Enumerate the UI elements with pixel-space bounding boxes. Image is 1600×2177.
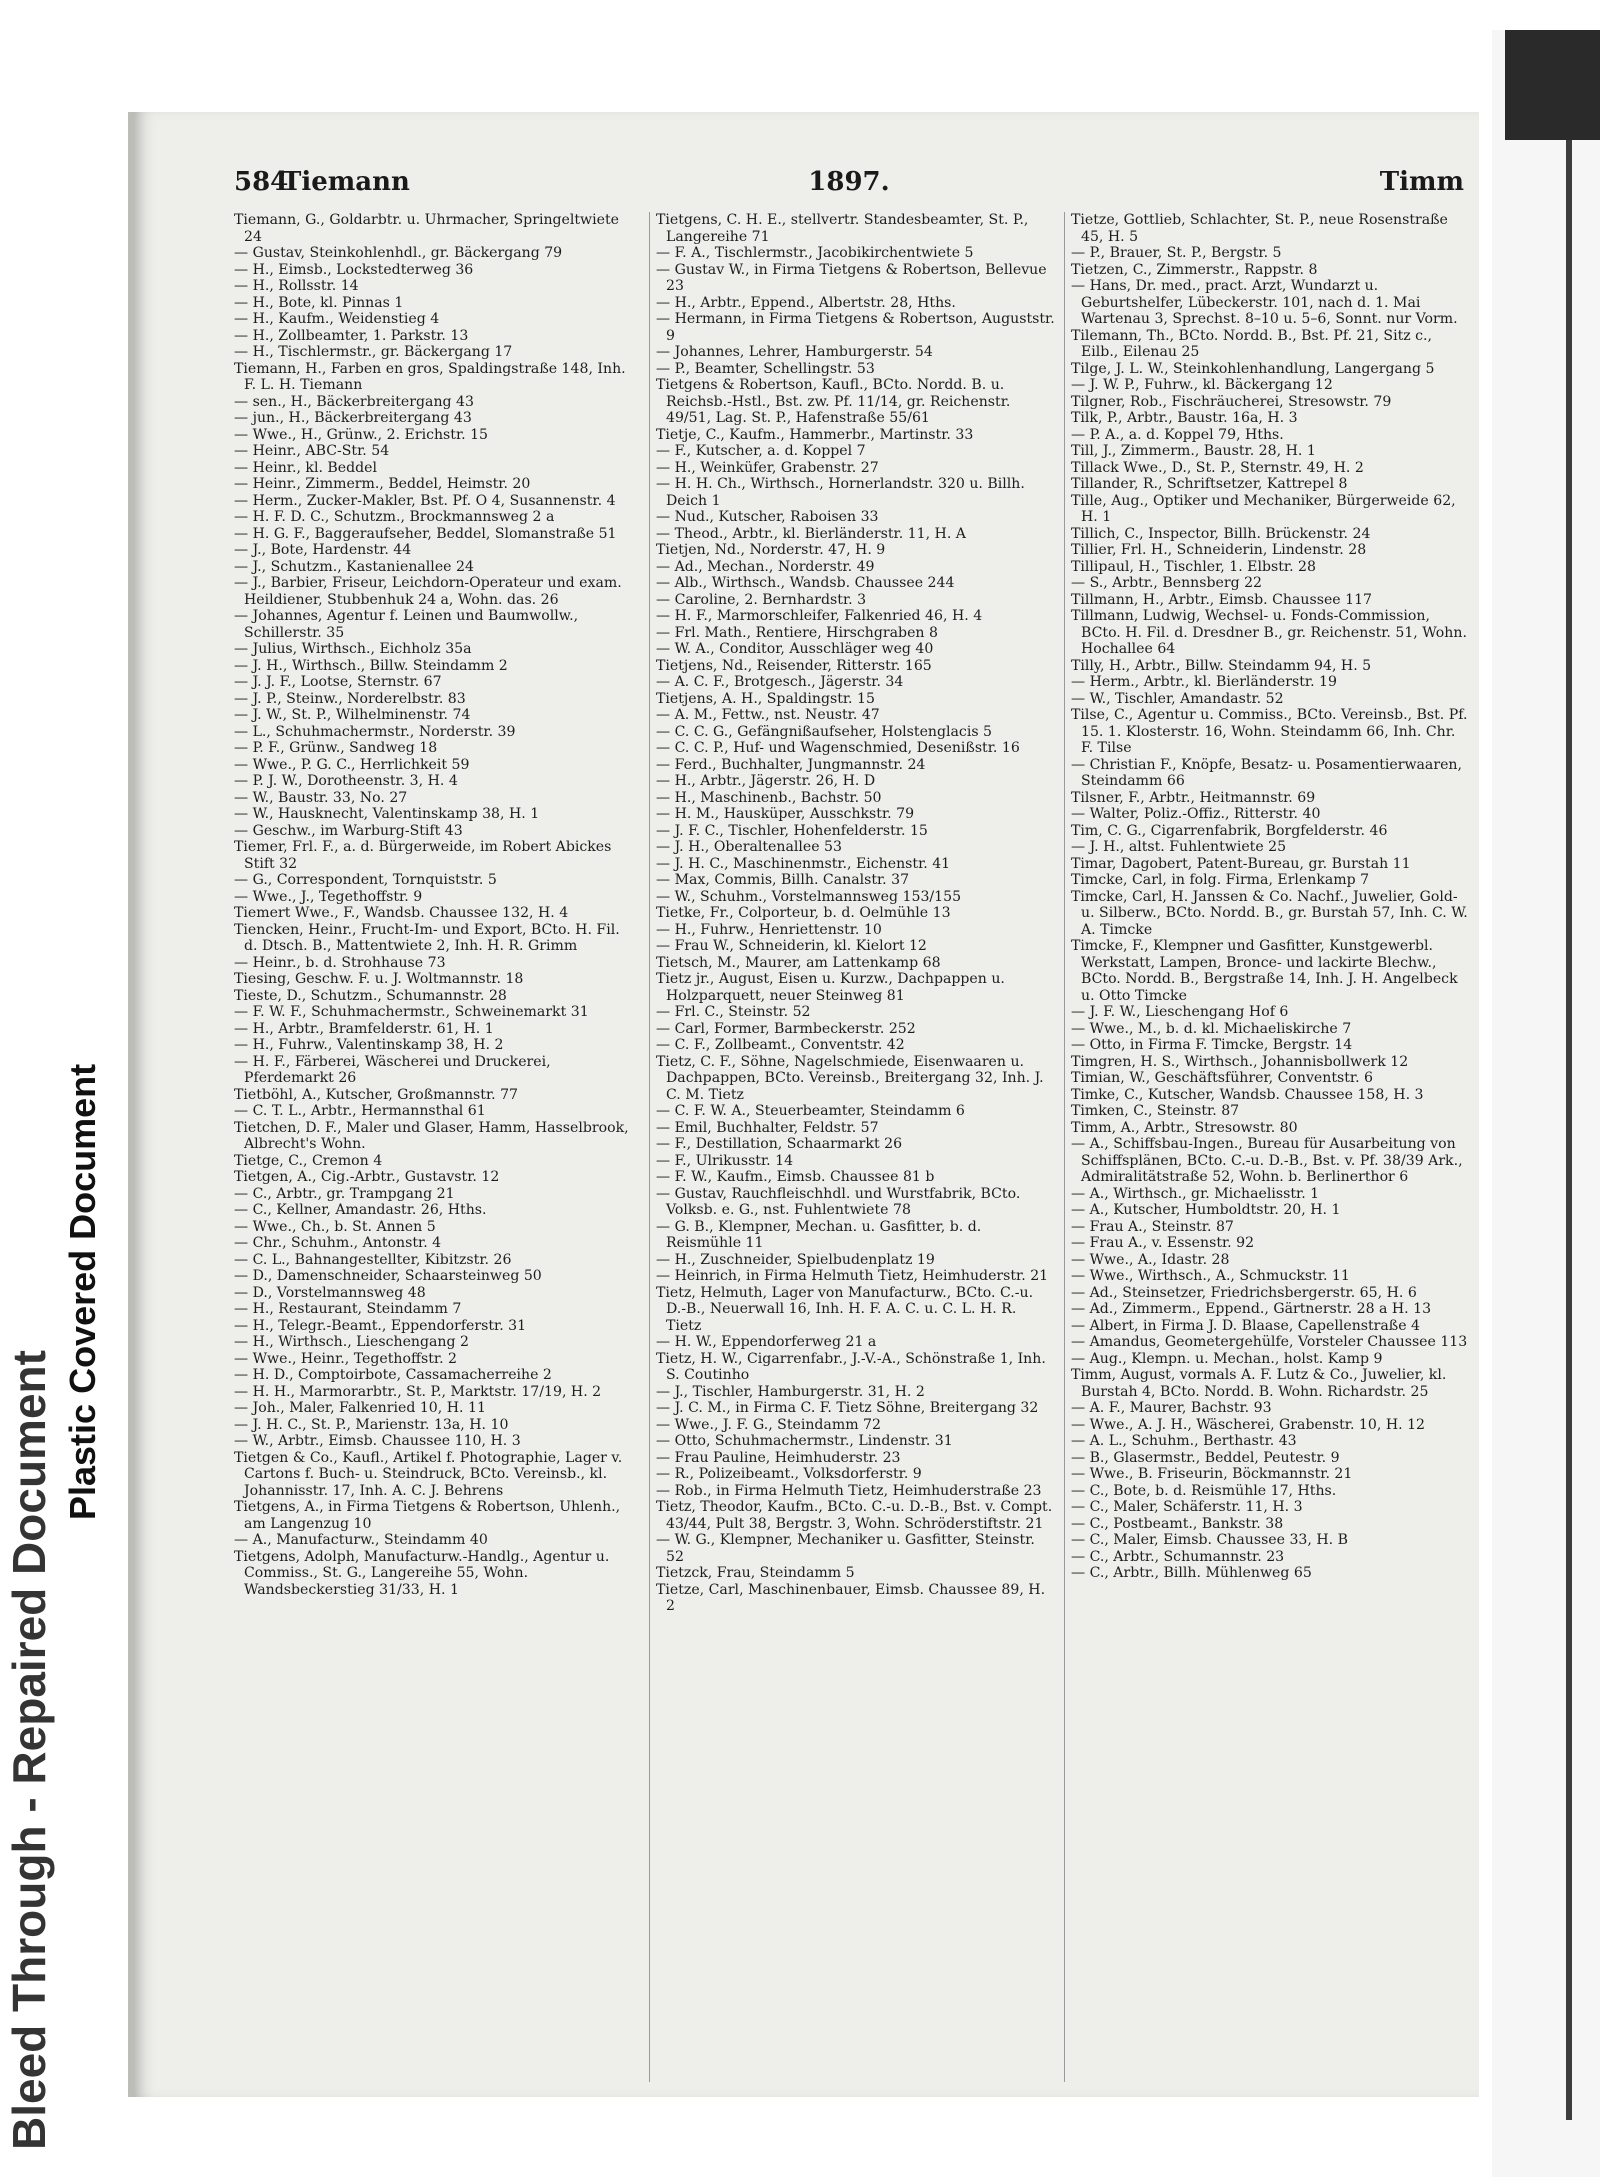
directory-entry: — Carl, Former, Barmbeckerstr. 252	[656, 1020, 916, 1037]
year-heading: 1897.	[808, 167, 890, 197]
directory-entry: — Ad., Zimmerm., Eppend., Gärtnerstr. 28 a H. 13	[1071, 1301, 1432, 1317]
directory-entry: — H., Eimsb., Lockstedterweg 36	[234, 261, 474, 278]
directory-entry: Tillier, Frl. H., Schneiderin, Lindenstr. 28	[1071, 542, 1367, 558]
directory-entry: — W. G., Klempner, Mechaniker u. Gasfitter, Steinstr. 52	[656, 1532, 1035, 1565]
directory-entry: Tiencken, Heinr., Frucht-Im- und Export, BCto. H. Fil. d. Dtsch. B., Mattentwiete 2, Inh. H. R. Grimm	[234, 921, 620, 954]
directory-entry: — J. C. M., in Firma C. F. Tietz Söhne, Breitergang 32	[656, 1400, 1039, 1416]
directory-entry: — A. L., Schuhm., Berthastr. 43	[1071, 1433, 1297, 1449]
directory-entry: — Heinr., Zimmerm., Beddel, Heimstr. 20	[234, 476, 531, 492]
directory-entry: — Gustav, Rauchfleischhdl. und Wurstfabrik, BCto. Volksb. e. G., nst. Fuhlentwiete 78	[656, 1185, 1021, 1218]
directory-entry: — J. H. C., Maschinenmstr., Eichenstr. 41	[656, 855, 951, 872]
directory-entry: Timcke, Carl, H. Janssen & Co. Nachf., Juwelier, Gold- u. Silberw., BCto. Nordd. B., gr. Burstah 57, Inh. C. W. A. Timcke	[1071, 888, 1468, 938]
directory-entry: Timgren, H. S., Wirthsch., Johannisbollwerk 12	[1071, 1053, 1409, 1070]
directory-entry: — H. H., Marmorarbtr., St. P., Marktstr. 17/19, H. 2	[234, 1383, 602, 1400]
directory-entry: — D., Damenschneider, Schaarsteinweg 50	[234, 1268, 542, 1284]
directory-entry: Timm, August, vormals A. F. Lutz & Co., Juwelier, kl. Burstah 4, BCto. Nordd. B. Wohn. Richardstr. 25	[1071, 1367, 1447, 1400]
directory-entry: Timken, C., Steinstr. 87	[1071, 1103, 1240, 1119]
facing-page-edge	[1492, 30, 1600, 2177]
directory-entry: — Rob., in Firma Helmuth Tietz, Heimhuderstraße 23	[656, 1482, 1042, 1499]
directory-entry: — J., Barbier, Friseur, Leichdorn-Operateur und exam. Heildiener, Stubbenhuk 24 a, Wohn. das. 26	[234, 575, 622, 608]
directory-entry: — A., Wirthsch., gr. Michaelisstr. 1	[1071, 1185, 1320, 1202]
directory-entry: — Ad., Mechan., Norderstr. 49	[656, 558, 875, 575]
directory-entry: Tietböhl, A., Kutscher, Großmannstr. 77	[234, 1086, 519, 1103]
directory-entry: — Wwe., P. G. C., Herrlichkeit 59	[234, 756, 470, 773]
directory-entry: — W., Schuhm., Vorstelmannsweg 153/155	[656, 888, 962, 905]
directory-entry: — J. W., St. P., Wilhelminenstr. 74	[234, 707, 471, 723]
directory-entry: — Wwe., Heinr., Tegethoffstr. 2	[234, 1350, 458, 1367]
directory-entry: — J. F. C., Tischler, Hohenfelderstr. 15	[656, 822, 928, 839]
directory-entry: — G. B., Klempner, Mechan. u. Gasfitter, b. d. Reismühle 11	[656, 1218, 982, 1251]
directory-entry: — H., Restaurant, Steindamm 7	[234, 1301, 462, 1317]
directory-entry: Tietsch, M., Maurer, am Lattenkamp 68	[656, 954, 941, 971]
directory-entry: — Julius, Wirthsch., Eichholz 35a	[234, 641, 472, 657]
directory-entry: — Max, Commis, Billh. Canalstr. 37	[656, 872, 910, 888]
directory-entry: — Gustav, Steinkohlenhdl., gr. Bäckergang 79	[234, 245, 563, 261]
directory-entry: — Heinr., b. d. Strohhause 73	[234, 954, 446, 971]
directory-entry: — C. L., Bahnangestellter, Kibitzstr. 26	[234, 1251, 512, 1268]
directory-entry: Tietjens, A. H., Spaldingstr. 15	[656, 690, 875, 707]
directory-entry: Tietzck, Frau, Steindamm 5	[656, 1565, 855, 1581]
directory-entry: — F. W. F., Schuhmachermstr., Schweinemarkt 31	[234, 1004, 589, 1020]
directory-entry: — C. C. P., Huf- und Wagenschmied, Desenißstr. 16	[656, 740, 1020, 756]
directory-entry: Tietchen, D. F., Maler und Glaser, Hamm, Hasselbrook, Albrecht's Wohn.	[234, 1119, 629, 1152]
directory-entry: Tietgens, Adolph, Manufacturw.-Handlg., Agentur u. Commiss., St. G., Langereihe 55, Wohn. Wandsbeckerstieg 31/33, H. 1	[234, 1548, 610, 1598]
directory-entry: Tietz, H. W., Cigarrenfabr., J.-V.-A., Schönstraße 1, Inh. S. Coutinho	[656, 1350, 1046, 1383]
directory-entry: — J. H., Oberaltenallee 53	[656, 839, 842, 855]
directory-entry: — Herm., Zucker-Makler, Bst. Pf. O 4, Susannenstr. 4	[234, 492, 616, 509]
directory-entry: — Heinr., kl. Beddel	[234, 459, 378, 476]
column-3	[1064, 212, 1471, 2082]
directory-entry: — C., Maler, Schäferstr. 11, H. 3	[1071, 1499, 1303, 1515]
directory-entry: Tiemann, G., Goldarbtr. u. Uhrmacher, Springeltwiete 24	[234, 212, 619, 245]
directory-entry: — H., Telegr.-Beamt., Eppendorferstr. 31	[234, 1317, 527, 1334]
directory-entry: Timar, Dagobert, Patent-Bureau, gr. Burstah 11	[1071, 855, 1411, 872]
directory-entry: — C., Bote, b. d. Reismühle 17, Hths.	[1071, 1482, 1337, 1499]
directory-entry: — J. J. F., Lootse, Sternstr. 67	[234, 674, 442, 690]
directory-entry: — H., Zuschneider, Spielbudenplatz 19	[656, 1251, 935, 1268]
directory-entry: — Wwe., Wirthsch., A., Schmuckstr. 11	[1071, 1268, 1350, 1284]
directory-entry: — Caroline, 2. Bernhardstr. 3	[656, 591, 867, 608]
directory-entry: — P., Beamter, Schellingstr. 53	[656, 360, 875, 377]
directory-entry: — Alb., Wirthsch., Wandsb. Chaussee 244	[656, 575, 955, 591]
directory-entry: — W., Baustr. 33, No. 27	[234, 789, 408, 806]
directory-entry: Tietjen, Nd., Norderstr. 47, H. 9	[656, 542, 886, 558]
directory-entry: — F., Ulrikusstr. 14	[656, 1152, 794, 1169]
directory-entry: Timcke, Carl, in folg. Firma, Erlenkamp 7	[1071, 872, 1370, 888]
directory-entry: — Heinr., ABC-Str. 54	[234, 443, 390, 459]
directory-entry: — C., Kellner, Amandastr. 26, Hths.	[234, 1202, 487, 1218]
directory-entry: — Wwe., M., b. d. kl. Michaeliskirche 7	[1071, 1020, 1352, 1037]
directory-entry: — R., Polizeibeamt., Volksdorferstr. 9	[656, 1466, 922, 1482]
directory-entry: Timm, A., Arbtr., Stresowstr. 80	[1071, 1119, 1298, 1136]
page-number: 584	[234, 167, 289, 197]
directory-entry: — F. W., Kaufm., Eimsb. Chaussee 81 b	[656, 1169, 935, 1185]
directory-entry: — W., Arbtr., Eimsb. Chaussee 110, H. 3	[234, 1433, 521, 1449]
directory-entry: — J. H., Wirthsch., Billw. Steindamm 2	[234, 657, 508, 674]
directory-entry: — C., Arbtr., gr. Trampgang 21	[234, 1185, 455, 1202]
directory-entry: — Herm., Arbtr., kl. Bierländerstr. 19	[1071, 674, 1337, 690]
directory-entry: — Frl. C., Steinstr. 52	[656, 1004, 811, 1020]
directory-entry: Tille, Aug., Optiker und Mechaniker, Bürgerweide 62, H. 1	[1071, 492, 1456, 525]
directory-entry: Tietgens & Robertson, Kaufl., BCto. Nordd. B. u. Reichsb.-Hstl., Bst. zw. Pf. 11/14, gr. Reichenstr. 49/51, Lag. St. P., Hafenstraße 55/61	[656, 377, 1011, 426]
column-2	[649, 212, 1056, 2082]
directory-entry: Tillack Wwe., D., St. P., Sternstr. 49, H. 2	[1071, 459, 1364, 476]
directory-entry: — Ad., Steinsetzer, Friedrichsbergerstr. 65, H. 6	[1071, 1284, 1417, 1301]
directory-entry: Tiemer, Frl. F., a. d. Bürgerweide, im Robert Abickes Stift 32	[234, 839, 612, 872]
directory-entry: Tillipaul, H., Tischler, 1. Elbstr. 28	[1071, 558, 1316, 575]
directory-entry: — Otto, Schuhmachermstr., Lindenstr. 31	[656, 1433, 953, 1449]
directory-entry: Tietz, Theodor, Kaufm., BCto. C.-u. D.-B., Bst. v. Compt. 43/44, Pult 38, Bergstr. 3, Wohn. Schröderstiftstr. 21	[656, 1499, 1053, 1532]
directory-entry: — Wwe., J. F. G., Steindamm 72	[656, 1416, 881, 1433]
directory-entry: — F., Destillation, Schaarmarkt 26	[656, 1136, 903, 1152]
directory-entry: — Johannes, Agentur f. Leinen und Baumwollw., Schillerstr. 35	[234, 608, 579, 641]
directory-entry: — H. D., Comptoirbote, Cassamacherreihe 2	[234, 1367, 552, 1383]
directory-entry: Tilsner, F., Arbtr., Heitmannstr. 69	[1071, 789, 1316, 806]
directory-entry: — W., Hausknecht, Valentinskamp 38, H. 1	[234, 806, 540, 822]
directory-entry: — Wwe., H., Grünw., 2. Erichstr. 15	[234, 426, 489, 443]
directory-entry: — Wwe., A., Idastr. 28	[1071, 1251, 1230, 1268]
directory-entry: — B., Glasermstr., Beddel, Peutestr. 9	[1071, 1449, 1340, 1466]
directory-entry: — Frau Pauline, Heimhuderstr. 23	[656, 1449, 901, 1466]
directory-entry: — J. P., Steinw., Norderelbstr. 83	[234, 690, 466, 707]
directory-entry: Tietje, C., Kaufm., Hammerbr., Martinstr. 33	[656, 426, 974, 443]
directory-entry: — C. T. L., Arbtr., Hermannsthal 61	[234, 1103, 486, 1119]
directory-entry: Tilgner, Rob., Fischräucherei, Stresowstr. 79	[1071, 393, 1392, 410]
directory-entry: — H. W., Eppendorferweg 21 a	[656, 1334, 877, 1350]
directory-entry: — H., Maschinenb., Bachstr. 50	[656, 789, 882, 806]
directory-entry: Till, J., Zimmerm., Baustr. 28, H. 1	[1071, 443, 1316, 459]
entry-columns	[234, 212, 1468, 2082]
directory-entry: — A. F., Maurer, Bachstr. 93	[1071, 1400, 1272, 1416]
directory-entry: — H., Arbtr., Eppend., Albertstr. 28, Hths.	[656, 294, 956, 311]
directory-entry: — J., Tischler, Hamburgerstr. 31, H. 2	[656, 1383, 925, 1400]
directory-entry: — Walter, Poliz.-Offiz., Ritterstr. 40	[1071, 806, 1321, 822]
directory-entry: Tietge, C., Cremon 4	[234, 1152, 383, 1169]
directory-entry: Tilge, J. L. W., Steinkohlenhandlung, Langergang 5	[1071, 360, 1435, 377]
directory-entry: — J. F. W., Lieschengang Hof 6	[1071, 1004, 1289, 1020]
left-running-head: Tiemann	[282, 167, 410, 197]
directory-entry: — H., Kaufm., Weidenstieg 4	[234, 311, 440, 327]
directory-entry: — C. F., Zollbeamt., Conventstr. 42	[656, 1037, 905, 1053]
directory-entry: — Chr., Schuhm., Antonstr. 4	[234, 1235, 442, 1251]
directory-entry: — A. M., Fettw., nst. Neustr. 47	[656, 707, 880, 723]
directory-entry: — J. W. P., Fuhrw., kl. Bäckergang 12	[1071, 377, 1333, 393]
directory-entry: — H. F., Färberei, Wäscherei und Druckerei, Pferdemarkt 26	[234, 1053, 551, 1086]
directory-entry: — S., Arbtr., Bennsberg 22	[1071, 575, 1263, 591]
side-annotations	[0, 0, 130, 2177]
directory-entry: Tietgens, A., in Firma Tietgens & Robertson, Uhlenh., am Langenzug 10	[234, 1499, 621, 1532]
directory-entry: — Amandus, Geometergehülfe, Vorsteler Chaussee 113	[1071, 1334, 1468, 1350]
directory-entry: — H., Arbtr., Bramfelderstr. 61, H. 1	[234, 1020, 494, 1037]
directory-entry: — H., Wirthsch., Lieschengang 2	[234, 1334, 469, 1350]
directory-entry: — Otto, in Firma F. Timcke, Bergstr. 14	[1071, 1037, 1353, 1053]
directory-entry: — Ferd., Buchhalter, Jungmannstr. 24	[656, 756, 926, 773]
directory-entry: — H., Weinküfer, Grabenstr. 27	[656, 459, 879, 476]
directory-entry: — Gustav W., in Firma Tietgens & Robertson, Bellevue 23	[656, 261, 1047, 294]
directory-entry: — H., Rollsstr. 14	[234, 278, 359, 294]
directory-entry: — Geschw., im Warburg-Stift 43	[234, 822, 463, 839]
right-running-head: Timm	[1379, 167, 1464, 197]
directory-entry: Tillmann, Ludwig, Wechsel- u. Fonds-Commission, BCto. H. Fil. d. Dresdner B., gr. Reichenstr. 51, Wohn. Hochallee 64	[1071, 608, 1467, 657]
directory-entry: — Wwe., Ch., b. St. Annen 5	[234, 1218, 436, 1235]
directory-entry: — L., Schuhmachermstr., Norderstr. 39	[234, 723, 516, 740]
directory-entry: — H., Fuhrw., Valentinskamp 38, H. 2	[234, 1037, 504, 1053]
directory-entry: Tim, C. G., Cigarrenfabrik, Borgfelderstr. 46	[1071, 822, 1388, 839]
directory-entry: — C. C. G., Gefängnißaufseher, Holstenglacis 5	[656, 723, 993, 740]
directory-entry: — J. H. C., St. P., Marienstr. 13a, H. 10	[234, 1416, 509, 1433]
directory-entry: Tiemert Wwe., F., Wandsb. Chaussee 132, H. 4	[234, 905, 569, 921]
directory-entry: — J. H., altst. Fuhlentwiete 25	[1071, 839, 1287, 855]
directory-entry: — H., Fuhrw., Henriettenstr. 10	[656, 921, 882, 938]
directory-entry: — C., Maler, Eimsb. Chaussee 33, H. B	[1071, 1532, 1348, 1548]
directory-entry: — Heinrich, in Firma Helmuth Tietz, Heimhuderstr. 21	[656, 1268, 1049, 1284]
directory-entry: Tietze, Carl, Maschinenbauer, Eimsb. Chaussee 89, H. 2	[656, 1581, 1046, 1614]
directory-entry: — A., Schiffsbau-Ingen., Bureau für Ausarbeitung von Schiffsplänen, BCto. C.-u. D.-B., Bst. v. Pf. 38/39 Ark., Admiralitätstraße 52, Wohn. b. Berlinerthor 6	[1071, 1136, 1463, 1185]
directory-entry: — A., Manufacturw., Steindamm 40	[234, 1532, 488, 1548]
directory-entry: — Wwe., A. J. H., Wäscherei, Grabenstr. 10, H. 12	[1071, 1416, 1426, 1433]
page-header	[234, 167, 1464, 207]
directory-entry: Tietgens, C. H. E., stellvertr. Standesbeamter, St. P., Langereihe 71	[656, 212, 1029, 245]
directory-entry: Tilly, H., Arbtr., Billw. Steindamm 94, H. 5	[1071, 657, 1372, 674]
bleed-through-note: Bleed Through - Repaired Document	[3, 1350, 55, 2150]
directory-entry: — W., Tischler, Amandastr. 52	[1071, 690, 1284, 707]
directory-entry: — Aug., Klempn. u. Mechan., holst. Kamp 9	[1071, 1350, 1383, 1367]
directory-entry: — H. M., Hausküper, Ausschkstr. 79	[656, 806, 915, 822]
directory-entry: — C., Arbtr., Billh. Mühlenweg 65	[1071, 1565, 1312, 1581]
directory-entry: — P., Brauer, St. P., Bergstr. 5	[1071, 245, 1282, 261]
directory-entry: Tietz, Helmuth, Lager von Manufacturw., BCto. C.-u. D.-B., Neuerwall 16, Inh. H. F. A. C. u. C. L. H. R. Tietz	[656, 1284, 1034, 1334]
directory-entry: — Johannes, Lehrer, Hamburgerstr. 54	[656, 344, 933, 360]
directory-entry: Tietke, Fr., Colporteur, b. d. Oelmühle 13	[656, 905, 951, 921]
directory-entry: Tilse, C., Agentur u. Commiss., BCto. Vereinsb., Bst. Pf. 15. 1. Klosterstr. 16, Wohn. Steindamm 66, Inh. Chr. F. Tilse	[1071, 707, 1468, 756]
directory-entry: Tietz, C. F., Söhne, Nagelschmiede, Eisenwaaren u. Dachpappen, BCto. Vereinsb., Breitergang 32, Inh. J. C. M. Tietz	[656, 1053, 1044, 1103]
directory-entry: — H., Zollbeamter, 1. Parkstr. 13	[234, 327, 469, 344]
directory-entry: — G., Correspondent, Tornquiststr. 5	[234, 872, 497, 888]
directory-entry: — Frau W., Schneiderin, kl. Kielort 12	[656, 938, 927, 954]
directory-entry: — H. F., Marmorschleifer, Falkenried 46, H. 4	[656, 608, 983, 624]
directory-entry: — Frau A., Steinstr. 87	[1071, 1218, 1234, 1235]
directory-entry: Tietgen & Co., Kaufl., Artikel f. Photographie, Lager v. Cartons f. Buch- u. Steindruck, BCto. Vereinsb., kl. Johannisstr. 17, Inh. A. C. J. Behrens	[234, 1449, 623, 1499]
directory-entry: — H., Arbtr., Jägerstr. 26, H. D	[656, 773, 876, 789]
directory-entry: — C., Arbtr., Schumannstr. 23	[1071, 1548, 1285, 1565]
directory-entry: Tietzen, C., Zimmerstr., Rappstr. 8	[1071, 261, 1318, 278]
directory-entry: Tillich, C., Inspector, Billh. Brückenstr. 24	[1071, 525, 1371, 542]
binding-line	[1566, 140, 1572, 2120]
directory-entry: — Wwe., B. Friseurin, Böckmannstr. 21	[1071, 1466, 1353, 1482]
directory-entry: Tiesing, Geschw. F. u. J. Woltmannstr. 18	[234, 971, 524, 987]
directory-entry: — P. A., a. d. Koppel 79, Hths.	[1071, 426, 1284, 443]
directory-entry: — H., Bote, kl. Pinnas 1	[234, 294, 404, 311]
directory-entry: — Christian F., Knöpfe, Besatz- u. Posamentierwaaren, Steindamm 66	[1071, 756, 1462, 789]
directory-entry: Tietjens, Nd., Reisender, Ritterstr. 165	[656, 657, 932, 674]
directory-entry: Tieste, D., Schutzm., Schumannstr. 28	[234, 987, 507, 1004]
directory-page	[128, 112, 1479, 2097]
directory-entry: — Frl. Math., Rentiere, Hirschgraben 8	[656, 624, 938, 641]
scan-dark-corner	[1505, 30, 1600, 140]
directory-entry: — Emil, Buchhalter, Feldstr. 57	[656, 1119, 879, 1136]
directory-entry: — H. H. Ch., Wirthsch., Hornerlandstr. 320 u. Billh. Deich 1	[656, 476, 1025, 509]
directory-entry: — Hermann, in Firma Tietgens & Robertson, Auguststr. 9	[656, 311, 1055, 344]
directory-entry: Tietgen, A., Cig.-Arbtr., Gustavstr. 12	[234, 1169, 500, 1185]
directory-entry: — F., Kutscher, a. d. Koppel 7	[656, 443, 866, 459]
directory-entry: Timke, C., Kutscher, Wandsb. Chaussee 158, H. 3	[1071, 1086, 1424, 1103]
directory-entry: — W. A., Conditor, Ausschläger weg 40	[656, 641, 934, 657]
directory-entry: — Nud., Kutscher, Raboisen 33	[656, 509, 879, 525]
directory-entry: — C., Postbeamt., Bankstr. 38	[1071, 1515, 1284, 1532]
directory-entry: — F. A., Tischlermstr., Jacobikirchentwiete 5	[656, 245, 974, 261]
column-1	[234, 212, 634, 2082]
directory-entry: — J., Schutzm., Kastanienallee 24	[234, 558, 474, 575]
directory-entry: — Hans, Dr. med., pract. Arzt, Wundarzt u. Geburtshelfer, Lübeckerstr. 101, nach d. 1. Mai Wartenau 3, Sprechst. 8–10 u. 5–6, Sonnt. nur Vorm.	[1071, 278, 1458, 327]
directory-entry: — Theod., Arbtr., kl. Bierländerstr. 11, H. A	[656, 525, 966, 542]
plastic-covered-note: Plastic Covered Document	[62, 1063, 103, 1520]
directory-entry: Timian, W., Geschäftsführer, Conventstr. 6	[1071, 1070, 1373, 1086]
directory-entry: Tietze, Gottlieb, Schlachter, St. P., neue Rosenstraße 45, H. 5	[1071, 212, 1448, 245]
directory-entry: — A., Kutscher, Humboldtstr. 20, H. 1	[1071, 1202, 1341, 1218]
directory-entry: — C. F. W. A., Steuerbeamter, Steindamm 6	[656, 1103, 965, 1119]
directory-entry: — J., Bote, Hardenstr. 44	[234, 542, 412, 558]
directory-entry: Tietz jr., August, Eisen u. Kurzw., Dachpappen u. Holzparquett, neuer Steinweg 81	[656, 971, 1005, 1004]
directory-entry: — H., Tischlermstr., gr. Bäckergang 17	[234, 344, 513, 360]
directory-entry: — jun., H., Bäckerbreitergang 43	[234, 410, 472, 426]
directory-entry: — P. J. W., Dorotheenstr. 3, H. 4	[234, 773, 458, 789]
directory-entry: — D., Vorstelmannsweg 48	[234, 1284, 426, 1301]
directory-entry: — Wwe., J., Tegethoffstr. 9	[234, 888, 423, 905]
directory-entry: Tiemann, H., Farben en gros, Spaldingstraße 148, Inh. F. L. H. Tiemann	[234, 360, 626, 393]
directory-entry: — P. F., Grünw., Sandweg 18	[234, 740, 438, 756]
directory-entry: Tilemann, Th., BCto. Nordd. B., Bst. Pf. 21, Sitz c., Eilb., Eilenau 25	[1071, 327, 1433, 360]
directory-entry: — Albert, in Firma J. D. Blaase, Capellenstraße 4	[1071, 1317, 1421, 1334]
directory-entry: — H. F. D. C., Schutzm., Brockmannsweg 2 a	[234, 509, 555, 525]
directory-entry: — A. C. F., Brotgesch., Jägerstr. 34	[656, 674, 904, 690]
directory-entry: Tillmann, H., Arbtr., Eimsb. Chaussee 117	[1071, 591, 1373, 608]
directory-entry: — Frau A., v. Essenstr. 92	[1071, 1235, 1255, 1251]
directory-entry: Tilk, P., Arbtr., Baustr. 16a, H. 3	[1071, 410, 1298, 426]
directory-entry: — Joh., Maler, Falkenried 10, H. 11	[234, 1400, 486, 1416]
directory-entry: — sen., H., Bäckerbreitergang 43	[234, 393, 474, 410]
directory-entry: — H. G. F., Baggeraufseher, Beddel, Slomanstraße 51	[234, 525, 617, 542]
directory-entry: Timcke, F., Klempner und Gasfitter, Kunstgewerbl. Werkstatt, Lampen, Bronce- und lackirte Blechw., BCto. Nordd. B., Bergstraße 14, Inh. J. H. Angelbeck u. Otto Timcke	[1071, 938, 1458, 1004]
directory-entry: Tillander, R., Schriftsetzer, Kattrepel 8	[1071, 476, 1348, 492]
